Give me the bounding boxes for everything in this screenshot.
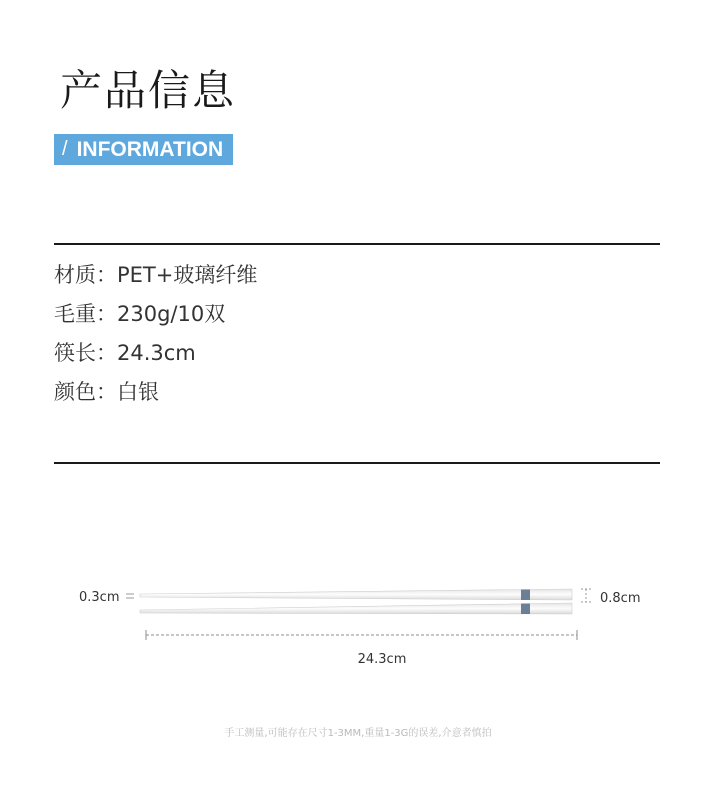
spec-value: PET+玻璃纤维 (117, 263, 258, 287)
spec-row-color (54, 377, 257, 416)
end-width-bracket (581, 589, 592, 602)
silver-band (521, 590, 530, 601)
chopsticks-diagram (0, 560, 716, 680)
spec-label: 材质： (54, 263, 117, 287)
spec-row-length (54, 338, 257, 377)
badge-slash: / (62, 138, 68, 160)
badge-label: INFORMATION (76, 137, 224, 161)
spec-row-material (54, 260, 257, 299)
length-dimension-line (146, 630, 577, 640)
page-title: 产品信息 (60, 66, 237, 115)
bottom-divider (54, 462, 660, 464)
spec-label: 筷长： (54, 341, 117, 365)
chopstick-top (140, 589, 572, 600)
spec-list (54, 260, 257, 416)
length-label: 24.3cm (357, 652, 407, 667)
tip-width-bracket (126, 594, 134, 598)
spec-row-weight (54, 299, 257, 338)
tip-width-label: 0.3cm (79, 590, 120, 605)
silver-band (521, 604, 530, 615)
measurement-disclaimer: 手工测量,可能存在尺寸1-3MM,重量1-3G的误差,介意者慎拍 (224, 728, 492, 739)
information-badge (54, 134, 233, 165)
top-divider (54, 243, 660, 245)
spec-value: 24.3cm (117, 341, 196, 365)
end-width-label: 0.8cm (600, 591, 641, 606)
spec-label: 毛重： (54, 302, 117, 326)
chopstick-bottom (140, 603, 572, 614)
spec-value: 白银 (117, 380, 159, 404)
spec-label: 颜色： (54, 380, 117, 404)
spec-value: 230g/10双 (117, 302, 226, 326)
